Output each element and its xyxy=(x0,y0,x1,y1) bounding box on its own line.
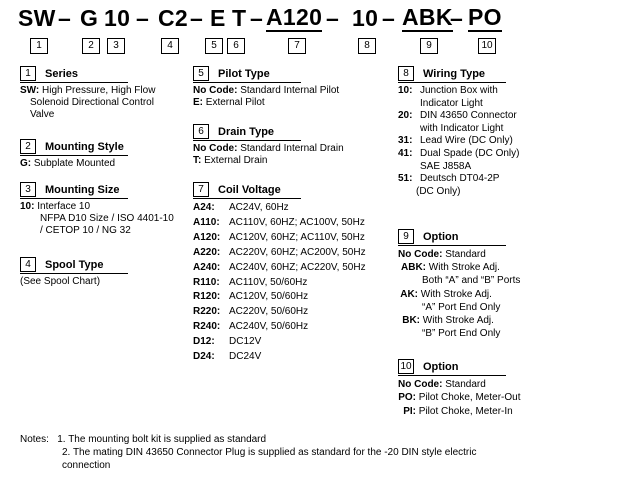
code-key: D24: xyxy=(193,351,215,363)
code-separator: – xyxy=(382,5,395,31)
code-desc: Standard Internal Pilot xyxy=(240,85,340,96)
code-key: 41: xyxy=(398,147,413,159)
code-segment-series: SW xyxy=(18,5,56,31)
code-key: R220: xyxy=(193,306,221,318)
section-number: 10 xyxy=(398,359,414,374)
code-segment-spool-type: C2 xyxy=(158,5,189,31)
code-desc: Lead Wire (DC Only) xyxy=(420,135,513,147)
code-key: R240: xyxy=(193,321,221,333)
code-desc: “A” Port End Only xyxy=(422,301,501,313)
code-key: D12: xyxy=(193,336,215,348)
section-mounting-size xyxy=(20,182,174,238)
code-desc: AC220V, 60HZ; AC200V, 50Hz xyxy=(229,246,366,258)
code-desc: Subplate Mounted xyxy=(33,158,116,169)
code-desc: Pilot Choke, Meter-In xyxy=(418,405,513,417)
section-number: 6 xyxy=(193,124,209,139)
code-separator: – xyxy=(250,5,263,31)
section-title: Option xyxy=(423,231,459,243)
section-title: Spool Type xyxy=(45,259,104,271)
section-option-pilot-choke xyxy=(398,359,521,418)
code-key: No Code: xyxy=(398,249,443,260)
code-segment-option-pilot: PO xyxy=(468,4,502,30)
code-desc: DIN 43650 Connector xyxy=(420,110,517,122)
section-series xyxy=(20,66,155,122)
code-desc: Standard xyxy=(445,379,486,390)
notes-label: Notes: xyxy=(20,434,49,445)
code-segment-pilot-type: E xyxy=(210,5,226,31)
code-segment-coil-voltage: A120 xyxy=(266,4,323,30)
code-key: 31: xyxy=(398,135,413,147)
position-number: 2 xyxy=(82,38,100,54)
code-desc: SAE J858A xyxy=(420,160,472,172)
code-desc: External Pilot xyxy=(205,97,265,109)
code-desc: with Indicator Light xyxy=(420,122,504,134)
code-desc: With Stroke Adj. xyxy=(428,262,500,274)
position-number: 8 xyxy=(358,38,376,54)
section-title: Wiring Type xyxy=(423,68,486,80)
section-option-stroke xyxy=(398,229,520,340)
code-key: BK: xyxy=(402,315,420,327)
position-number: 6 xyxy=(227,38,245,54)
code-segment-mounting-style: G xyxy=(80,5,99,31)
code-key: A240: xyxy=(193,261,221,273)
section-title: Mounting Size xyxy=(45,184,120,196)
code-key: R110: xyxy=(193,276,220,288)
code-desc: Pilot Choke, Meter-Out xyxy=(418,392,521,404)
code-desc: “B” Port End Only xyxy=(422,328,501,340)
position-number: 9 xyxy=(420,38,438,54)
code-desc: With Stroke Adj. xyxy=(420,288,492,300)
note-item: connection xyxy=(62,460,111,471)
section-number: 5 xyxy=(193,66,209,81)
section-title: Pilot Type xyxy=(218,68,270,80)
section-title: Drain Type xyxy=(218,126,275,138)
code-key: No Code: xyxy=(193,143,238,154)
code-desc: AC120V, 50/60Hz xyxy=(229,291,309,303)
section-number: 9 xyxy=(398,229,414,244)
code-desc: / CETOP 10 / NG 32 xyxy=(40,225,131,237)
notes xyxy=(20,433,630,472)
code-desc: Indicator Light xyxy=(420,97,483,109)
code-key: No Code: xyxy=(398,379,443,390)
section-title: Mounting Style xyxy=(45,141,124,153)
code-desc: Dual Spade (DC Only) xyxy=(420,147,520,159)
code-separator: – xyxy=(326,5,339,31)
section-title: Option xyxy=(423,361,459,373)
section-spool-type xyxy=(20,257,128,288)
position-number: 10 xyxy=(478,38,496,54)
section-mounting-style xyxy=(20,139,128,170)
code-desc: (See Spool Chart) xyxy=(20,276,101,287)
section-number: 8 xyxy=(398,66,414,81)
note-item: 1. The mounting bolt kit is supplied as standard xyxy=(57,434,267,445)
code-desc: DC12V xyxy=(229,336,262,348)
code-desc: AC240V, 50/60Hz xyxy=(229,321,309,333)
code-key: A24: xyxy=(193,202,215,213)
section-number: 1 xyxy=(20,66,36,81)
code-desc: Standard xyxy=(445,249,486,260)
code-desc: AC110V, 60HZ; AC100V, 50Hz xyxy=(229,216,365,228)
code-segment-drain-type: T xyxy=(232,5,247,31)
code-key: R120: xyxy=(193,291,221,303)
section-coil-voltage xyxy=(193,182,366,365)
code-key: No Code: xyxy=(193,85,238,96)
code-segment-option: ABK xyxy=(402,4,453,30)
code-key: A120: xyxy=(193,231,221,243)
code-desc: Standard Internal Drain xyxy=(240,143,344,154)
code-desc: Both “A” and “B” Ports xyxy=(422,275,521,287)
section-number: 7 xyxy=(193,182,209,197)
code-desc: Junction Box with xyxy=(420,85,498,96)
section-number: 3 xyxy=(20,182,36,197)
code-key: SW: xyxy=(20,85,40,96)
section-number: 2 xyxy=(20,139,36,154)
code-desc: AC110V, 50/60Hz xyxy=(229,276,308,288)
code-key: 51: xyxy=(398,173,413,185)
code-desc: AC24V, 60Hz xyxy=(229,202,289,213)
section-pilot-type xyxy=(193,66,339,109)
code-desc: AC220V, 50/60Hz xyxy=(229,306,309,318)
code-desc: With Stroke Adj. xyxy=(422,315,494,327)
code-key: A110: xyxy=(193,216,220,228)
code-key: AK: xyxy=(400,288,418,300)
code-separator: – xyxy=(450,5,463,31)
code-desc: Valve xyxy=(30,109,55,121)
code-desc: High Pressure, High Flow xyxy=(42,85,156,96)
code-key: 20: xyxy=(398,110,413,122)
code-separator: – xyxy=(136,5,149,31)
position-number: 7 xyxy=(288,38,306,54)
code-key: PI: xyxy=(403,405,416,417)
code-key: G: xyxy=(20,158,32,169)
code-separator: – xyxy=(190,5,203,31)
note-item: 2. The mating DIN 43650 Connector Plug is supplied as standard for the -20 DIN style electric xyxy=(62,447,477,458)
code-desc: Solenoid Directional Control xyxy=(30,97,154,109)
position-number: 3 xyxy=(107,38,125,54)
code-key: E: xyxy=(193,97,203,109)
code-segment-mounting-size: 10 xyxy=(104,5,131,31)
code-key: 10: xyxy=(20,201,35,212)
section-title: Coil Voltage xyxy=(218,184,281,196)
code-key: ABK: xyxy=(401,262,426,274)
position-number: 4 xyxy=(161,38,179,54)
position-number: 1 xyxy=(30,38,48,54)
code-key: T: xyxy=(193,155,202,167)
code-desc: DC24V xyxy=(229,351,262,363)
position-number: 5 xyxy=(205,38,223,54)
code-desc: Deutsch DT04-2P xyxy=(420,173,500,185)
code-desc: (DC Only) xyxy=(416,185,461,197)
section-title: Series xyxy=(45,68,79,80)
code-key: PO: xyxy=(398,392,416,404)
code-desc: AC120V, 60HZ; AC110V, 50Hz xyxy=(229,231,365,243)
section-drain-type xyxy=(193,124,344,167)
code-desc: NFPA D10 Size / ISO 4401-10 xyxy=(40,213,174,225)
code-desc: Interface 10 xyxy=(37,201,91,212)
code-key: 10: xyxy=(398,85,413,96)
section-number: 4 xyxy=(20,257,36,272)
code-segment-wiring-type: 10 xyxy=(352,5,379,31)
section-wiring-type xyxy=(398,66,519,198)
code-desc: AC240V, 60HZ; AC220V, 50Hz xyxy=(229,261,366,273)
code-key: A220: xyxy=(193,246,221,258)
code-separator: – xyxy=(58,5,71,31)
code-desc: External Drain xyxy=(204,155,268,167)
